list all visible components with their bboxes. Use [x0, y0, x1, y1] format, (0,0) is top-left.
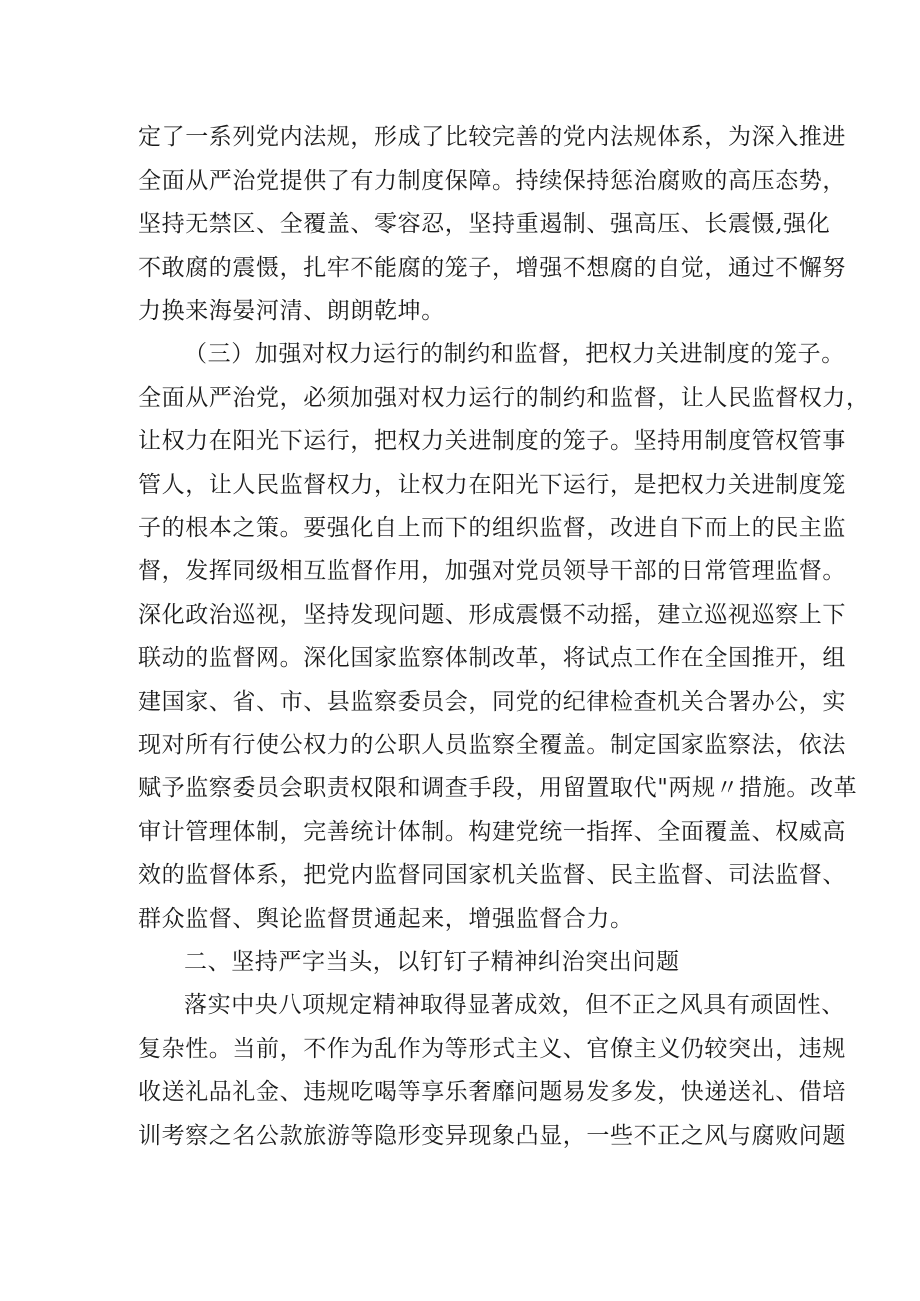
text-line: 子的根本之策。要强化自上而下的组织监督，改进自下而上的民主监 — [138, 515, 846, 541]
text-line: 建国家、省、市、县监察委员会，同党的纪律检查机关合署办公，实 — [138, 689, 846, 715]
text-line: 赋予监察委员会职责权限和调查手段，用留置取代"两规〃措施。改革 — [138, 775, 858, 801]
text-line: 收送礼品礼金、违规吃喝等享乐奢靡问题易发多发，快递送礼、借培 — [138, 1079, 846, 1105]
text-line: 让权力在阳光下运行，把权力关进制度的笼子。坚持用制度管权管事 — [138, 428, 846, 454]
section-heading: 二、坚持严字当头，以钉钉子精神纠治突出问题 — [184, 949, 680, 975]
section-heading: （三）加强对权力运行的制约和监督，把权力关进制度的笼子。 — [184, 341, 845, 367]
text-line: 全面从严治党提供了有力制度保障。持续保持惩治腐败的高压态势， — [138, 168, 846, 194]
text-line: 现对所有行使公权力的公职人员监察全覆盖。制定国家监察法，依法 — [138, 732, 846, 758]
text-line: 审计管理体制，完善统计体制。构建党统一指挥、全面覆盖、权威高 — [138, 819, 846, 845]
text-line: 管人，让人民监督权力，让权力在阳光下运行，是把权力关进制度笼 — [138, 472, 846, 498]
text-line: 效的监督体系，把党内监督同国家机关监督、民主监督、司法监督、 — [138, 862, 846, 888]
paragraph-first-line: 落实中央八项规定精神取得显著成效，但不正之风具有顽固性、 — [184, 992, 845, 1018]
text-line: 全面从严治党，必须加强对权力运行的制约和监督，让人民监督权力， — [138, 385, 870, 411]
text-line: 复杂性。当前，不作为乱作为等形式主义、官僚主义仍较突出，违规 — [138, 1036, 846, 1062]
text-line: 联动的监督网。深化国家监察体制改革，将试点工作在全国推开，组 — [138, 645, 846, 671]
text-line: 深化政治巡视，坚持发现问题、形成震慑不动摇，建立巡视巡察上下 — [138, 602, 846, 628]
text-line: 群众监督、舆论监督贯通起来，增强监督合力。 — [138, 906, 634, 932]
text-line: 坚持无禁区、全覆盖、零容忍，坚持重遏制、强高压、长震慑,强化 — [138, 211, 831, 237]
text-line: 训考察之名公款旅游等隐形变异现象凸显，一些不正之风与腐败问题 — [138, 1123, 846, 1149]
text-line: 力换来海晏河清、朗朗乾坤。 — [138, 298, 445, 324]
text-line: 督，发挥同级相互监督作用，加强对党员领导干部的日常管理监督。 — [138, 558, 846, 584]
text-line: 不敢腐的震慑，扎牢不能腐的笼子，增强不想腐的自觉，通过不懈努 — [138, 255, 846, 281]
text-line: 定了一系列党内法规，形成了比较完善的党内法规体系，为深入推进 — [138, 124, 846, 150]
